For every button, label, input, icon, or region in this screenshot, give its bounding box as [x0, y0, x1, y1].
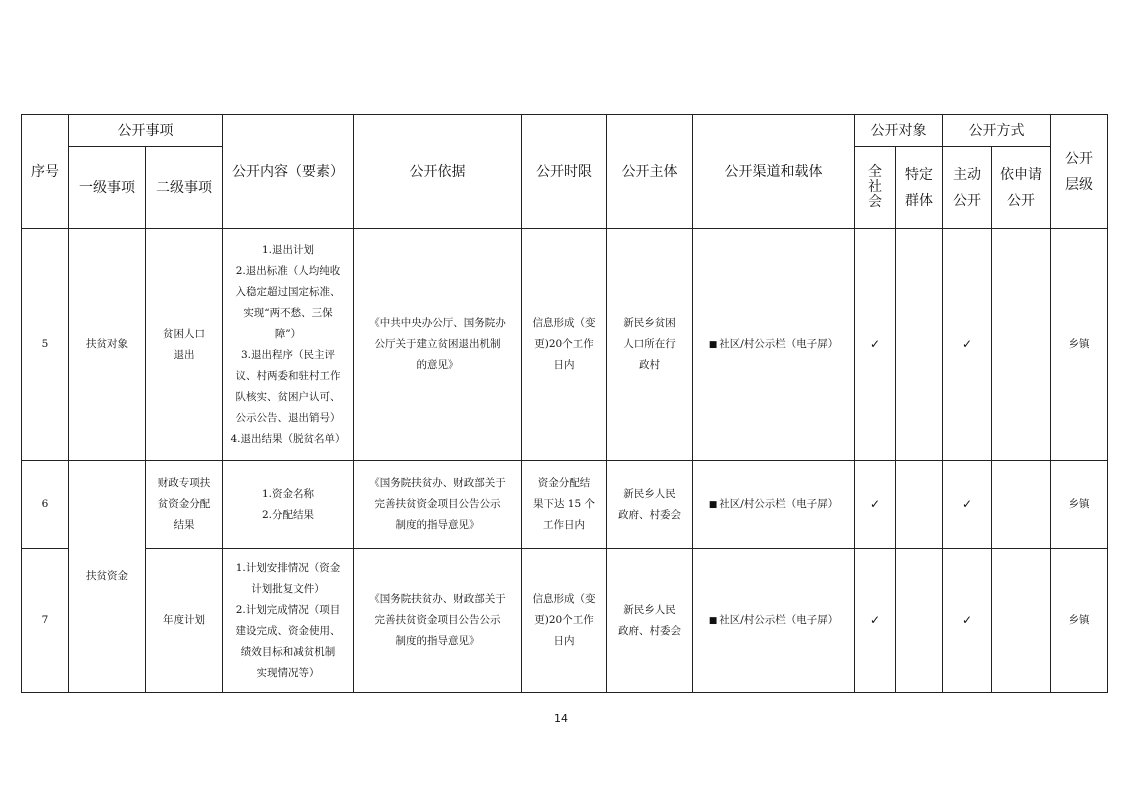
row-basis-line: 《国务院扶贫办、财政部关于 — [369, 593, 506, 605]
row-method-active: ✓ — [943, 461, 992, 549]
header-method-active-line-2: 公开 — [953, 192, 981, 209]
row-seq: 6 — [22, 461, 69, 549]
row-basis-line: 公厅关于建立贫困退出机制 — [374, 338, 501, 350]
row-level: 乡镇 — [1051, 229, 1108, 461]
row-time-limit-line: 信息形成（变 — [532, 317, 596, 329]
row-content-line: 议、村两委和驻村工作 — [235, 369, 341, 382]
row-method-active: ✓ — [943, 229, 992, 461]
row-target-specific — [896, 461, 943, 549]
page-number: 14 — [554, 712, 568, 725]
row-time-limit-line: 日内 — [553, 635, 575, 647]
header-time-limit: 公开时限 — [522, 115, 607, 229]
header-subject: 公开主体 — [607, 115, 693, 229]
row-subject-line: 政府、村委会 — [618, 624, 681, 637]
row-content-line: 计划批复文件） — [251, 582, 325, 595]
header-level2: 二级事项 — [146, 147, 223, 229]
header-method-apply — [992, 147, 1051, 229]
row-basis-line: 的意见》 — [416, 359, 459, 371]
row-subject-line: 人口所在行 — [623, 338, 676, 350]
header-channel: 公开渠道和载体 — [693, 115, 855, 229]
row-channel — [693, 229, 855, 461]
row-time-limit-line: 信息形成（变 — [532, 593, 596, 605]
header-target-specific — [896, 147, 943, 229]
row-content-line: 3.退出程序（民主评 — [240, 348, 336, 361]
row-seq: 5 — [22, 229, 69, 461]
row-time-limit-line: 更)20个工作 — [534, 614, 594, 626]
row-time-limit-line: 果下达 15 个 — [532, 498, 596, 510]
header-level1: 一级事项 — [69, 147, 146, 229]
row-content-line: 队核实、贫困户认可、 — [235, 390, 341, 403]
header-method-apply-line-1: 依申请 — [1000, 166, 1042, 183]
row-level2-line: 退出 — [173, 348, 195, 361]
row-content-line: 实现“两不愁、三保 — [243, 306, 333, 319]
row-time-limit — [522, 229, 607, 461]
square-bullet-icon: ■ — [708, 615, 718, 626]
row-content-line: 建设完成、资金使用、 — [235, 624, 341, 637]
row-level1: 扶贫资金 — [69, 461, 146, 693]
header-target-all-char-2: 社 — [868, 179, 882, 195]
row-content-line: 1.计划安排情况（资金 — [235, 561, 341, 574]
row-seq: 7 — [22, 549, 69, 693]
row-content-line: 1.退出计划 — [261, 243, 315, 256]
row-time-limit-line: 日内 — [553, 359, 575, 371]
row-content-line: 2.分配结果 — [261, 508, 315, 521]
row-subject — [607, 229, 693, 461]
row-subject-line: 新民乡人民 — [623, 603, 676, 616]
row-content-line: 入稳定超过国定标准、 — [235, 285, 341, 298]
row-basis-line: 完善扶贫资金项目公告公示 — [374, 614, 501, 626]
table-row — [22, 229, 1108, 461]
row-target-specific — [896, 549, 943, 693]
row-basis — [354, 549, 522, 693]
row-method-apply — [992, 461, 1051, 549]
table-row — [22, 461, 1108, 549]
row-content-line: 障”） — [274, 327, 302, 340]
row-basis-line: 制度的指导意见》 — [395, 635, 480, 647]
row-level1: 扶贫对象 — [69, 229, 146, 461]
row-time-limit-line: 资金分配结 — [537, 477, 591, 489]
header-basis: 公开依据 — [354, 115, 522, 229]
header-level — [1051, 115, 1108, 229]
header-content: 公开内容（要素） — [223, 115, 354, 229]
row-basis — [354, 229, 522, 461]
row-subject — [607, 549, 693, 693]
row-channel-text: 社区/村公示栏（电子屏） — [719, 613, 839, 626]
row-subject-line: 政府、村委会 — [618, 508, 681, 521]
header-target-specific-line-2: 群体 — [905, 192, 933, 209]
row-subject-line: 政村 — [639, 359, 660, 371]
square-bullet-icon: ■ — [708, 499, 718, 510]
row-channel-text: 社区/村公示栏（电子屏） — [719, 337, 839, 350]
row-content — [223, 229, 354, 461]
row-target-all: ✓ — [855, 461, 896, 549]
header-target-all-char-1: 全 — [868, 164, 882, 180]
header-target-all — [855, 147, 896, 229]
row-time-limit — [522, 549, 607, 693]
header-method-active-line-1: 主动 — [953, 166, 981, 183]
row-subject-line: 新民乡人民 — [623, 487, 676, 500]
disclosure-table — [21, 114, 1108, 693]
row-method-active: ✓ — [943, 549, 992, 693]
row-channel — [693, 549, 855, 693]
row-level: 乡镇 — [1051, 549, 1108, 693]
row-time-limit-line: 工作日内 — [543, 519, 585, 531]
row-target-all: ✓ — [855, 549, 896, 693]
row-level2-line: 贫困人口 — [163, 327, 205, 340]
row-content — [223, 549, 354, 693]
row-subject — [607, 461, 693, 549]
header-method: 公开方式 — [943, 115, 1051, 147]
row-level2 — [146, 461, 223, 549]
table-row — [22, 549, 1108, 693]
row-method-apply — [992, 549, 1051, 693]
row-time-limit — [522, 461, 607, 549]
header-method-apply-line-2: 公开 — [1007, 192, 1035, 209]
row-basis-line: 制度的指导意见》 — [395, 519, 480, 531]
square-bullet-icon: ■ — [708, 339, 718, 350]
row-content-line: 实现情况等） — [256, 666, 320, 679]
row-target-specific — [896, 229, 943, 461]
row-content-line: 绩效目标和减贫机制 — [240, 645, 336, 658]
row-content-line: 公示公告、退出销号） — [235, 411, 341, 424]
header-matters: 公开事项 — [69, 115, 223, 147]
header-target: 公开对象 — [855, 115, 943, 147]
header-method-active — [943, 147, 992, 229]
row-level2 — [146, 229, 223, 461]
row-time-limit-line: 更)20个工作 — [534, 338, 594, 350]
header-target-specific-line-1: 特定 — [905, 166, 933, 183]
row-basis — [354, 461, 522, 549]
row-level2-line: 贫资金分配 — [157, 498, 211, 510]
row-target-all: ✓ — [855, 229, 896, 461]
row-content-line: 2.计划完成情况（项目 — [235, 603, 341, 616]
row-subject-line: 新民乡贫困 — [623, 317, 676, 329]
row-content — [223, 461, 354, 549]
row-level2-line: 结果 — [173, 519, 195, 531]
row-basis-line: 《中共中央办公厅、国务院办 — [369, 317, 506, 329]
row-channel-text: 社区/村公示栏（电子屏） — [719, 497, 839, 510]
header-seq: 序号 — [22, 115, 69, 229]
row-level2-line: 财政专项扶 — [157, 477, 211, 489]
row-basis-line: 《国务院扶贫办、财政部关于 — [369, 477, 506, 489]
row-level2: 年度计划 — [146, 549, 223, 693]
header-level-line-1: 公开 — [1065, 150, 1093, 167]
row-basis-line: 完善扶贫资金项目公告公示 — [374, 498, 501, 510]
row-method-apply — [992, 229, 1051, 461]
row-channel — [693, 461, 855, 549]
header-target-all-char-3: 会 — [868, 194, 882, 210]
row-content-line: 1.资金名称 — [261, 487, 315, 500]
row-content-line: 2.退出标准（人均纯收 — [235, 264, 341, 277]
header-level-line-2: 层级 — [1065, 176, 1093, 193]
row-level: 乡镇 — [1051, 461, 1108, 549]
row-content-line: 4.退出结果（脱贫名单） — [230, 432, 346, 445]
